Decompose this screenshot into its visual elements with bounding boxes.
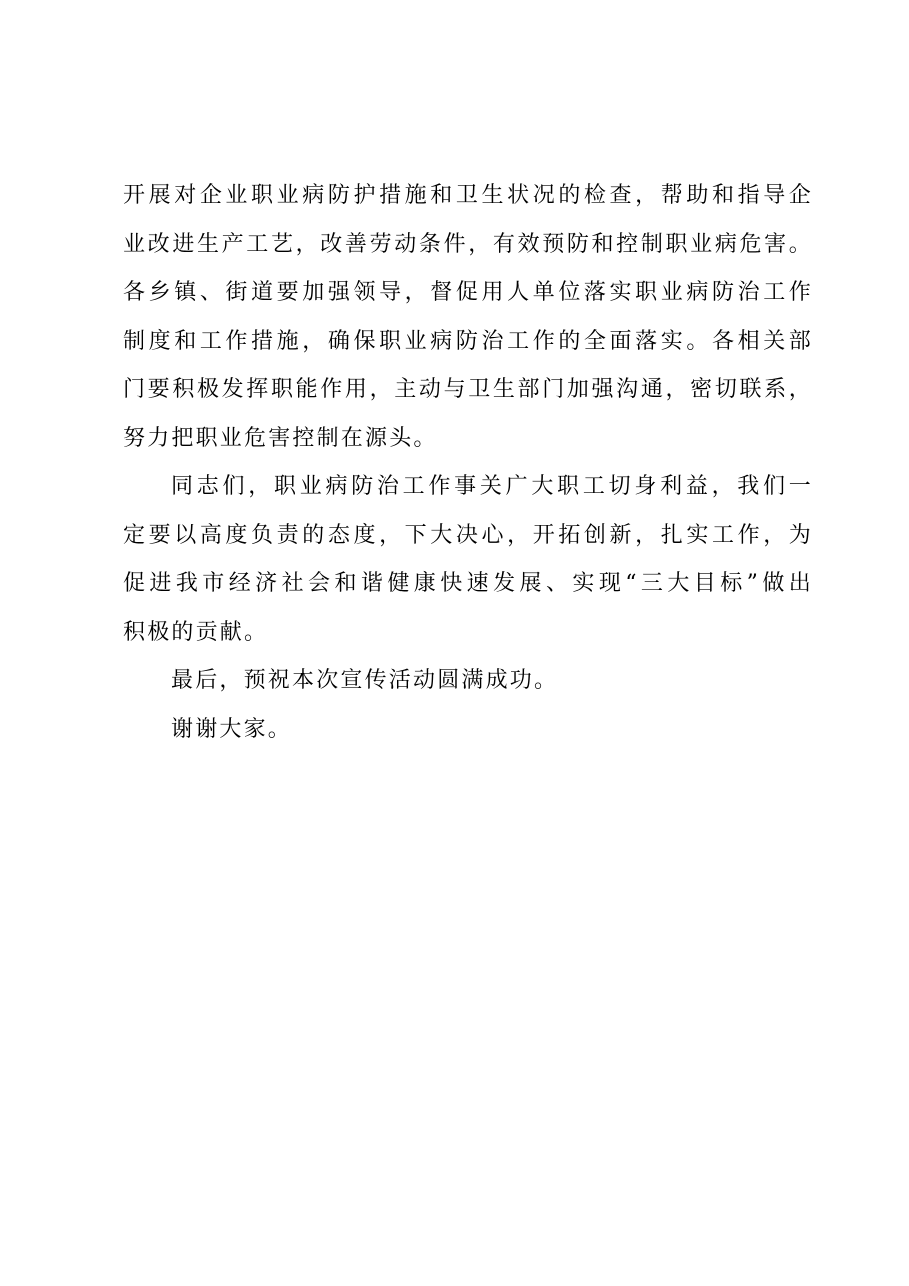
text-line: 促进我市经济社会和谐健康快速发展、实现“三大目标”做出 [123,571,813,596]
paragraph-closing-wish [123,661,813,710]
text-line: 开展对企业职业病防护措施和卫生状况的检查，帮助和指导企 [123,183,813,208]
text-line: 制度和工作措施，确保职业病防治工作的全面落实。各相关部 [123,328,813,354]
text-line: 各乡镇、街道要加强领导，督促用人单位落实职业病防治工作 [123,280,813,305]
text-line: 谢谢大家。 [171,716,293,742]
text-line: 定要以高度负责的态度，下大决心，开拓创新，扎实工作，为 [123,522,813,548]
paragraph-comrades [123,467,813,661]
text-line: 努力把职业危害控制在源头。 [123,425,438,451]
paragraph-thanks [123,710,813,759]
paragraph-inspection [123,176,813,467]
text-line: 积极的贡献。 [123,619,269,645]
document-body [123,176,813,758]
text-line: 最后，预祝本次宣传活动圆满成功。 [171,668,559,693]
text-line: 同志们，职业病防治工作事关广大职工切身利益，我们一 [171,474,813,499]
text-line: 门要积极发挥职能作用，主动与卫生部门加强沟通，密切联系， [123,377,813,402]
text-line: 业改进生产工艺，改善劳动条件，有效预防和控制职业病危害。 [123,231,813,257]
